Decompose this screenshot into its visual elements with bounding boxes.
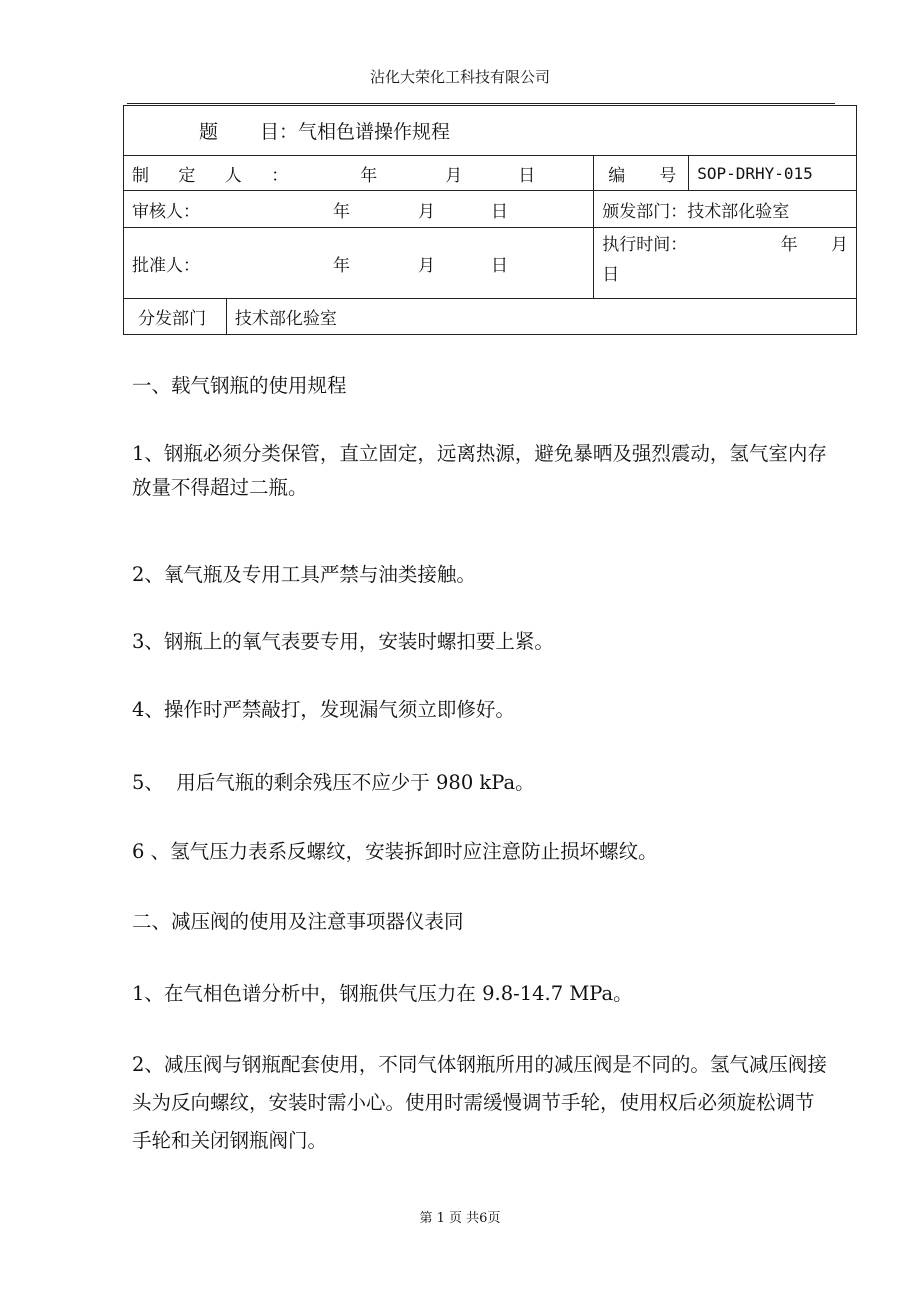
issue-dept: 颁发部门：技术部化验室 xyxy=(594,191,857,228)
section2-item2: 2、减压阀与钢瓶配套使用，不同气体钢瓶所用的减压阀是不同的。氢气减压阀接头为反向螺纹，安装时需小心。使用时需缓慢调节手轮，使用权后必须旋松调节手轮和关闭钢瓶阀门。 xyxy=(132,1053,827,1152)
title-label-a: 题 xyxy=(199,121,219,143)
section2-heading: 二、减压阀的使用及注意事项器仪表同 xyxy=(132,910,464,933)
approver-day: 日 xyxy=(491,255,508,276)
maker-row xyxy=(124,156,857,191)
dist-value: 技术部化验室 xyxy=(226,299,856,335)
section1-heading: 一、载气钢瓶的使用规程 xyxy=(132,374,347,397)
approver-cell xyxy=(124,228,594,299)
section1-item2: 2、氧气瓶及专用工具严禁与油类接触。 xyxy=(132,563,476,586)
code-label: 编 号 xyxy=(594,156,689,191)
distribution-row xyxy=(124,299,857,335)
exec-day: 日 xyxy=(602,265,620,285)
code-value: SOP-DRHY-015 xyxy=(689,156,857,191)
exec-time-cell xyxy=(594,228,857,299)
reviewer-label: 审核人： xyxy=(132,201,200,222)
reviewer-day: 日 xyxy=(491,201,508,222)
approver-month: 月 xyxy=(418,255,435,276)
document-title xyxy=(124,106,857,156)
reviewer-row xyxy=(124,191,857,228)
page-footer: 第 1 页 共6页 xyxy=(419,1211,501,1226)
exec-label: 执行时间： xyxy=(602,235,688,255)
approver-row xyxy=(124,228,857,299)
exec-year: 年 xyxy=(780,235,798,255)
reviewer-cell xyxy=(124,191,594,228)
section1-item5: 5、 用后气瓶的剩余残压不应少于 980 kPa。 xyxy=(132,771,535,794)
reviewer-month: 月 xyxy=(418,201,435,222)
section1-item4: 4、操作时严禁敲打，发现漏气须立即修好。 xyxy=(132,698,515,721)
company-name: 沾化大荣化工科技有限公司 xyxy=(369,68,550,86)
dist-label: 分发部门 xyxy=(124,299,227,335)
section2-item1: 1、在气相色谱分析中，钢瓶供气压力在 9.8-14.7 MPa。 xyxy=(132,982,633,1005)
header-rule xyxy=(127,103,835,104)
section1-item1: 1、钢瓶必须分类保管，直立固定，远离热源，避免暴晒及强烈震动，氢气室内存放量不得超过二瓶。 xyxy=(132,442,827,499)
document-info-table xyxy=(123,105,857,335)
approver-label: 批准人： xyxy=(132,255,200,276)
approver-year: 年 xyxy=(333,255,350,276)
title-label-b: 目：气相色谱操作规程 xyxy=(260,121,451,143)
maker-cell xyxy=(124,156,594,191)
section1-item6: 6 、氢气压力表系反螺纹，安装拆卸时应注意防止损坏螺纹。 xyxy=(132,840,658,863)
maker-day: 日 xyxy=(518,165,536,186)
maker-month: 月 xyxy=(445,165,463,186)
section1-item3: 3、钢瓶上的氧气表要专用，安装时螺扣要上紧。 xyxy=(132,630,554,653)
exec-month: 月 xyxy=(830,235,848,255)
title-row xyxy=(124,106,857,156)
reviewer-year: 年 xyxy=(333,201,350,222)
maker-year: 年 xyxy=(360,165,378,186)
maker-label: 制 定 人 ： xyxy=(132,165,301,186)
